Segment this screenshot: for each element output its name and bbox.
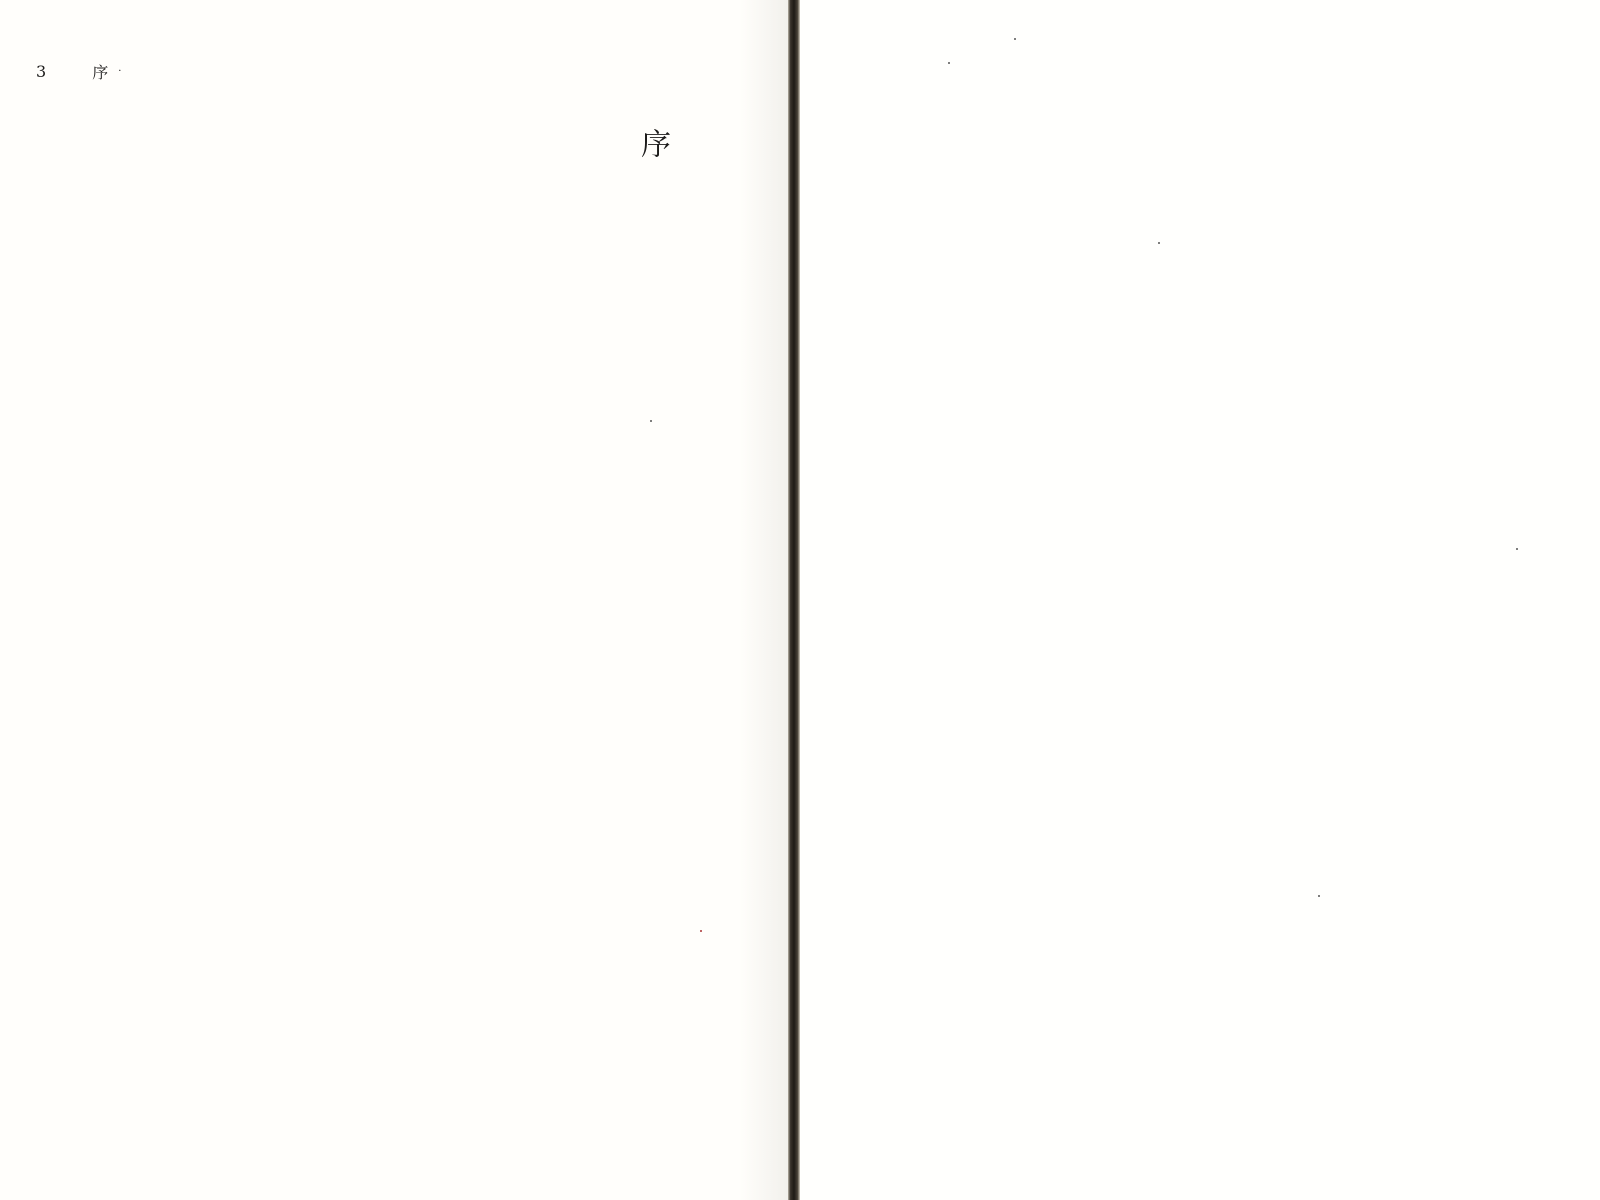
paper-speck	[1014, 38, 1016, 40]
paper-speck	[1158, 242, 1160, 244]
book-gutter	[788, 0, 800, 1200]
paper-speck	[1516, 548, 1518, 550]
page-number: 3	[36, 62, 49, 81]
paper-speck	[1318, 895, 1320, 897]
left-page	[0, 0, 790, 1200]
running-head: 序	[92, 63, 111, 82]
chapter-title: 序	[635, 128, 670, 158]
paper-speck	[700, 930, 702, 932]
paper-speck	[948, 62, 950, 64]
right-page-blank	[800, 0, 1600, 1200]
page-header	[36, 60, 123, 83]
running-head-separator: ·	[118, 66, 124, 77]
gutter-shadow	[740, 0, 788, 1200]
paper-speck	[650, 420, 652, 422]
